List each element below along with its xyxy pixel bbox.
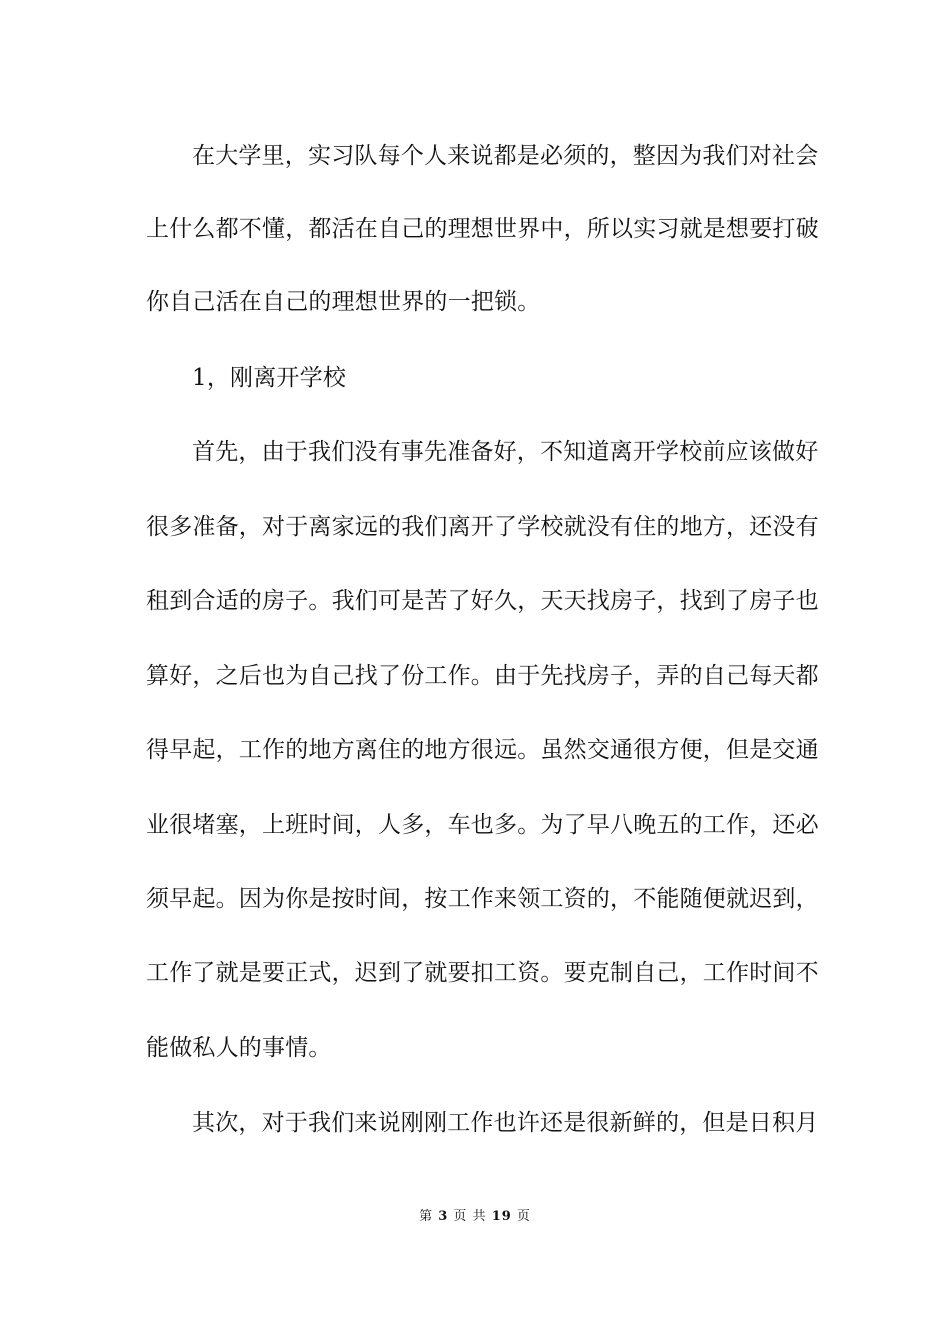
page-footer — [0, 1208, 950, 1226]
paragraph-line: 算好，之后也为自己找了份工作。由于先找房子，弄的自己每天都 — [146, 663, 819, 689]
paragraph-line: 能做私人的事情。 — [146, 1035, 332, 1061]
footer-suffix: 页 — [516, 1209, 531, 1224]
footer-prefix: 第 — [419, 1209, 434, 1224]
paragraph-line: 业很堵塞，上班时间，人多，车也多。为了早八晚五的工作，还必 — [146, 812, 819, 838]
footer-current-page: 3 — [438, 1209, 449, 1224]
paragraph-line: 在大学里，实习队每个人来说都是必须的，整因为我们对社会 — [192, 143, 819, 169]
footer-middle: 页 共 — [453, 1209, 487, 1224]
paragraph-line: 须早起。因为你是按时间，按工作来领工资的，不能随便就迟到， — [146, 886, 819, 912]
paragraph-line: 工作了就是要正式，迟到了就要扣工资。要克制自己，工作时间不 — [146, 960, 819, 986]
paragraph-line: 你自己活在自己的理想世界的一把锁。 — [146, 289, 541, 315]
footer-total-pages: 19 — [491, 1209, 512, 1224]
paragraph-line: 得早起，工作的地方离住的地方很远。虽然交通很方便，但是交通 — [146, 737, 819, 763]
paragraph-line: 租到合适的房子。我们可是苦了好久，天天找房子，找到了房子也 — [146, 588, 819, 614]
paragraph-line: 很多准备，对于离家远的我们离开了学校就没有住的地方，还没有 — [146, 514, 819, 540]
paragraph-line: 其次，对于我们来说刚刚工作也许还是很新鲜的，但是日积月 — [192, 1110, 819, 1136]
paragraph-line: 首先，由于我们没有事先准备好，不知道离开学校前应该做好 — [192, 439, 819, 465]
paragraph-line: 上什么都不懂，都活在自己的理想世界中，所以实习就是想要打破 — [146, 216, 819, 242]
section-heading: 1，刚离开学校 — [192, 365, 347, 391]
